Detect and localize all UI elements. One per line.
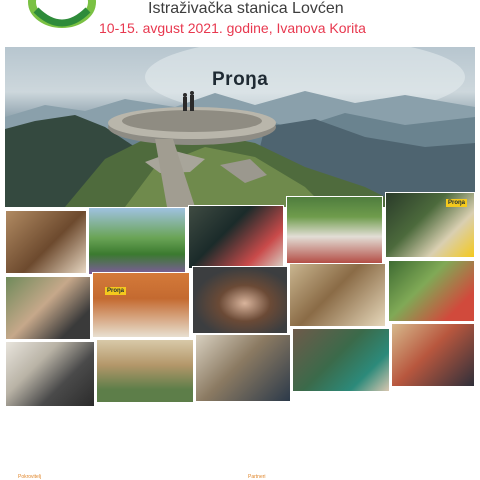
footer-partners-label: Partneri	[248, 474, 266, 480]
collage-photo	[88, 207, 186, 275]
collage-photo	[5, 276, 91, 340]
collage-photo	[391, 323, 475, 387]
brand-tag: Proŋa	[448, 200, 466, 206]
event-date-place: 10-15. avgust 2021. godine, Ivanova Korita	[99, 20, 366, 36]
collage-photo	[286, 196, 383, 264]
event-location-title: Istraživačka stanica Lovćen	[148, 0, 344, 17]
collage-photo	[289, 263, 386, 327]
collage-photo	[5, 341, 95, 407]
brand-logo-text: Proŋa	[212, 69, 269, 90]
logo	[26, 0, 98, 38]
brand-tag: Proŋa	[107, 288, 125, 294]
hero-photo	[5, 47, 475, 207]
footer-sponsor-label: Pokrovitelj	[18, 474, 42, 480]
collage-photo	[96, 339, 194, 403]
collage-photo	[188, 205, 284, 269]
collage-photo	[5, 210, 87, 274]
collage-photo	[292, 328, 390, 392]
collage-photo	[388, 260, 475, 322]
collage-photo	[385, 192, 475, 258]
collage-photo	[195, 334, 291, 402]
collage-photo	[192, 266, 288, 334]
collage-photo	[92, 272, 190, 338]
